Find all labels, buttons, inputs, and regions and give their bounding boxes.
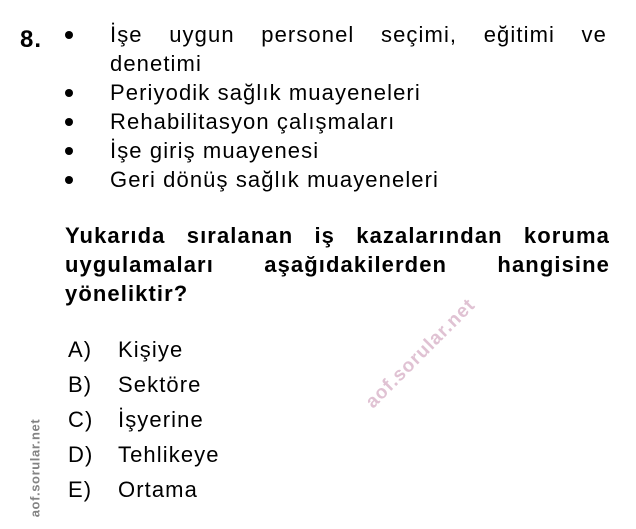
bullet-text-line: Geri dönüş sağlık muayeneleri (110, 167, 440, 192)
bullet-icon (65, 89, 73, 97)
option-letter: D) (68, 442, 94, 467)
bullet-item (65, 78, 607, 107)
option-letter: B) (68, 372, 93, 397)
bullet-item (65, 107, 607, 136)
option-letter: C) (68, 407, 94, 432)
option-letter: A) (68, 337, 93, 362)
option-text: Kişiye (118, 337, 184, 362)
bullet-icon (65, 176, 73, 184)
bullet-icon (65, 147, 73, 155)
bullet-text-line: Rehabilitasyon çalışmaları (110, 109, 396, 134)
stem-line: yöneliktir? (65, 281, 189, 306)
bullet-text-line: İşe giriş muayenesi (110, 138, 320, 163)
watermark-diagonal: aof.sorular.net (361, 294, 480, 413)
question-stem (65, 221, 610, 308)
stem-line: Yukarıda sıralanan iş kazalarından koruma (65, 223, 610, 248)
bullet-item (65, 20, 607, 78)
option-row-e (68, 479, 220, 501)
bullet-text-line: Periyodik sağlık muayeneleri (110, 80, 421, 105)
bullet-item (65, 165, 607, 194)
bullet-icon (65, 31, 73, 39)
bullet-text-line: İşe uygun personel seçimi, eğitimi ve (110, 22, 607, 47)
option-row-b (68, 374, 220, 396)
bullet-item (65, 136, 607, 165)
bullet-icon (65, 118, 73, 126)
question-number: 8. (20, 26, 43, 53)
options-list (68, 339, 220, 514)
option-row-c (68, 409, 220, 431)
option-row-a (68, 339, 220, 361)
option-letter: E) (68, 477, 93, 502)
option-text: Ortama (118, 477, 198, 502)
stem-line: uygulamaları aşağıdakilerden hangisine (65, 252, 610, 277)
bullet-list (65, 20, 607, 194)
option-text: Sektöre (118, 372, 202, 397)
option-text: İşyerine (118, 407, 204, 432)
bullet-text-line: denetimi (110, 51, 202, 76)
option-row-d (68, 444, 220, 466)
option-text: Tehlikeye (118, 442, 220, 467)
watermark-vertical-left: aof.sorular.net (27, 418, 43, 518)
